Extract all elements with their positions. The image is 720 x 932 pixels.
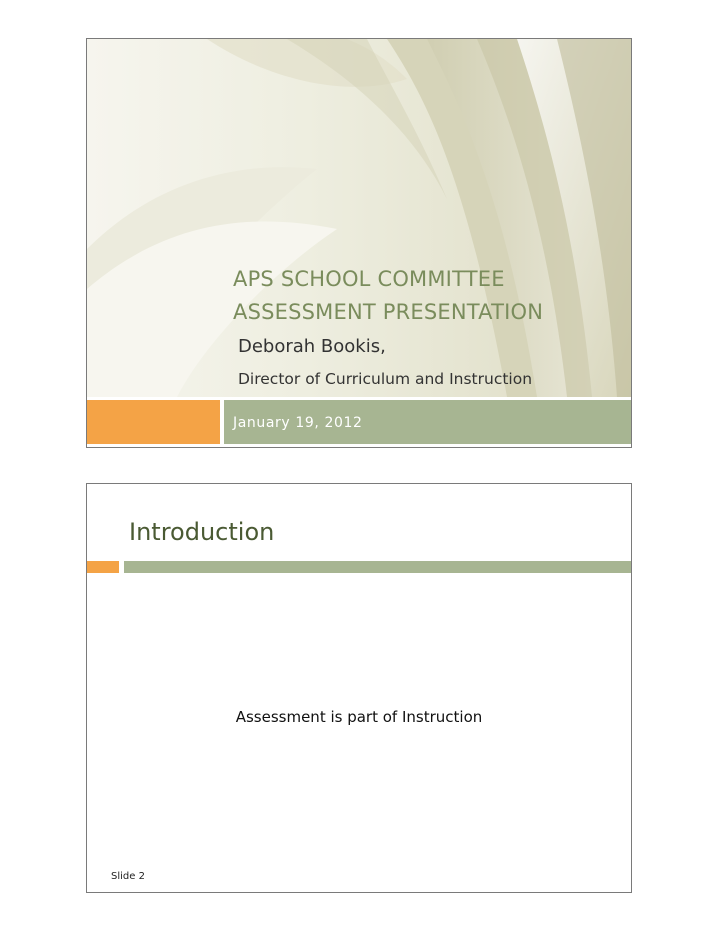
title-slide: [86, 38, 632, 448]
introduction-slide: [86, 483, 632, 893]
author-name: Deborah Bookis,: [238, 336, 386, 357]
title-line-2: ASSESSMENT PRESENTATION: [233, 300, 544, 324]
slide-title: Introduction: [129, 518, 275, 546]
title-line-1: APS SCHOOL COMMITTEE: [233, 267, 505, 291]
presentation-date: January 19, 2012: [233, 415, 363, 431]
green-accent-bar: [124, 561, 632, 573]
orange-accent-bar: [87, 400, 220, 444]
author-role: Director of Curriculum and Instruction: [238, 370, 533, 388]
orange-accent-bar: [87, 561, 119, 573]
presentation-title: [233, 263, 623, 329]
slide-number-footer: Slide 2: [111, 871, 145, 882]
slide-body-text: Assessment is part of Instruction: [235, 708, 483, 726]
